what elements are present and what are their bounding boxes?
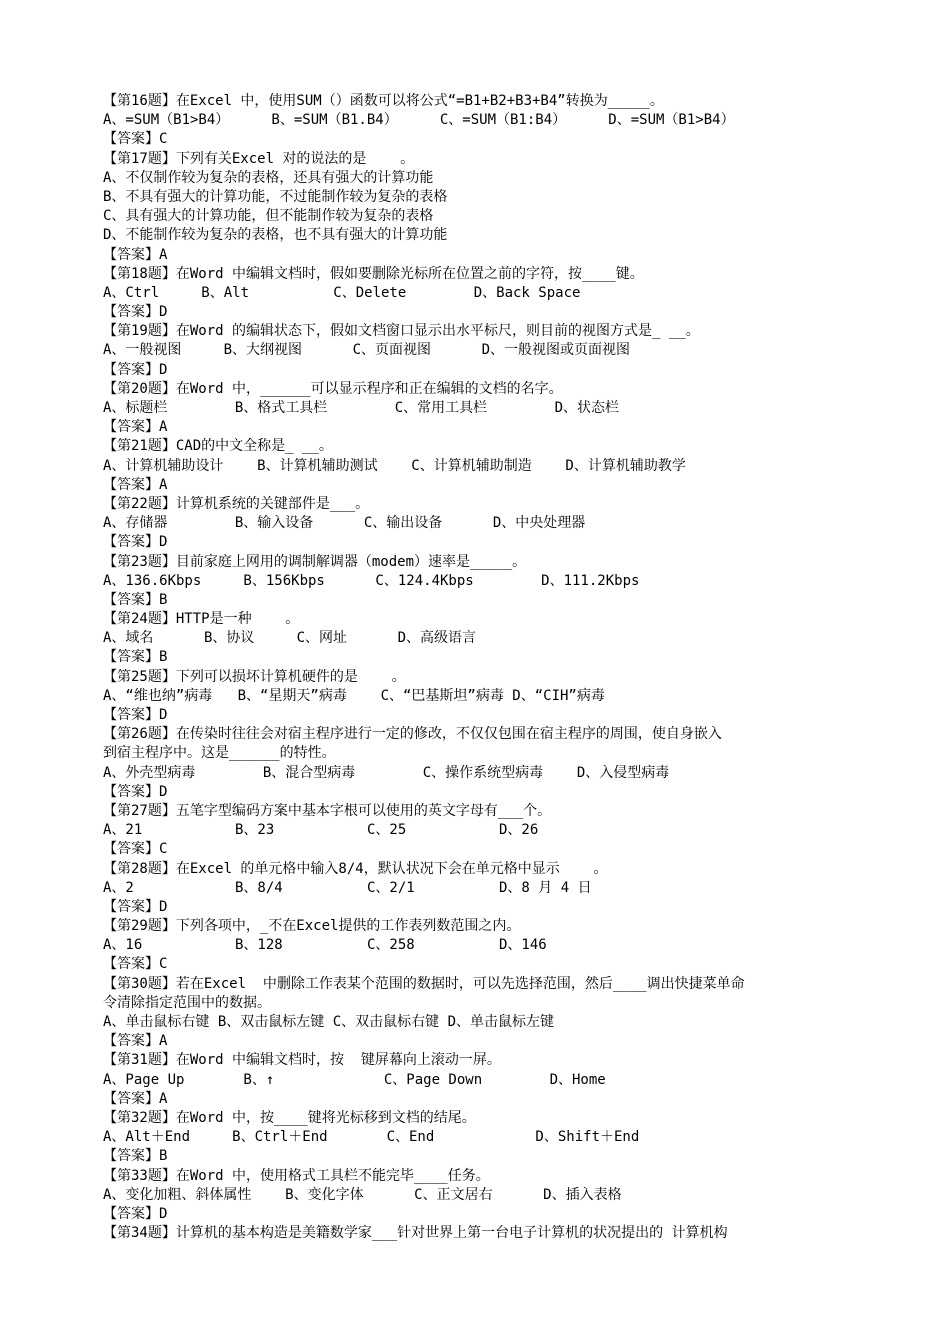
text-line: 【答案】B bbox=[103, 591, 168, 608]
text-line: A、单击鼠标右键 B、双击鼠标左键 C、双击鼠标右键 D、单击鼠标左键 bbox=[103, 1014, 554, 1030]
text-line: A、标题栏 B、格式工具栏 C、常用工具栏 D、状态栏 bbox=[103, 400, 620, 416]
text-line: 【第31题】在Word 中编辑文档时，按 键屏幕向上滚动一屏。 bbox=[103, 1052, 501, 1069]
text-line: A、Page Up B、↑ C、Page Down D、Home bbox=[103, 1071, 606, 1088]
text-line: 【第18题】在Word 中编辑文档时，假如要删除光标所在位置之前的字符，按____键。 bbox=[103, 265, 644, 282]
text-line: A、Alt＋End B、Ctrl＋End C、End D、Shift＋End bbox=[103, 1129, 640, 1146]
text-line: A、Ctrl B、Alt C、Delete D、Back Space bbox=[103, 284, 581, 301]
text-line: A、一般视图 B、大纲视图 C、页面视图 D、一般视图或页面视图 bbox=[103, 342, 631, 359]
text-line: 【答案】C bbox=[103, 131, 168, 148]
text-line: 【第25题】下列可以损坏计算机硬件的是 。 bbox=[103, 668, 406, 685]
text-line: 【第16题】在Excel 中，使用SUM（）函数可以将公式“=B1+B2+B3+B4”转换为_____。 bbox=[103, 93, 664, 109]
text-line: 【第30题】若在Excel 中删除工作表某个范围的数据时，可以先选择范围，然后____调出快捷菜单命 bbox=[103, 975, 745, 992]
text-line: 【第28题】在Excel 的单元格中输入8/4，默认状况下会在单元格中显示 。 bbox=[103, 860, 608, 877]
text-line: A、外壳型病毒 B、混合型病毒 C、操作系统型病毒 D、入侵型病毒 bbox=[103, 764, 670, 781]
text-line: 【第23题】目前家庭上网用的调制解调器（modem）速率是_____。 bbox=[103, 553, 527, 570]
text-line: 【答案】B bbox=[103, 649, 168, 666]
document-body bbox=[103, 92, 863, 1243]
text-line: A、存储器 B、输入设备 C、输出设备 D、中央处理器 bbox=[103, 515, 586, 532]
text-line: 【答案】A bbox=[103, 419, 168, 436]
text-line: 【答案】A bbox=[103, 246, 168, 263]
text-line: 【答案】A bbox=[103, 476, 168, 493]
text-line: 【第27题】五笔字型编码方案中基本字根可以使用的英文字母有___个。 bbox=[103, 802, 552, 819]
text-line: A、16 B、128 C、258 D、146 bbox=[103, 937, 547, 954]
text-line: A、=SUM（B1>B4） B、=SUM（B1.B4） C、=SUM（B1:B4） D、=SUM（B1>B4） bbox=[103, 112, 735, 129]
text-line: 【答案】A bbox=[103, 1033, 168, 1050]
text-line: 【第29题】下列各项中，_不在Excel提供的工作表列数范围之内。 bbox=[103, 918, 521, 935]
text-line: 【答案】C bbox=[103, 841, 168, 858]
text-line: 【答案】A bbox=[103, 1090, 168, 1107]
text-line: 【答案】D bbox=[103, 898, 168, 915]
text-line: A、不仅制作较为复杂的表格，还具有强大的计算功能 bbox=[103, 169, 434, 186]
text-line: 【答案】D bbox=[103, 361, 168, 378]
text-line: 【第24题】HTTP是一种 。 bbox=[103, 611, 300, 628]
text-line: 【答案】D bbox=[103, 1205, 168, 1222]
text-line: C、具有强大的计算功能，但不能制作较为复杂的表格 bbox=[103, 208, 434, 225]
text-line: A、2 B、8/4 C、2/1 D、8 月 4 日 bbox=[103, 879, 592, 896]
text-line: 【第21题】CAD的中文全称是_ __。 bbox=[103, 438, 333, 455]
text-line: D、不能制作较为复杂的表格，也不具有强大的计算功能 bbox=[103, 227, 448, 244]
text-line: 【答案】D bbox=[103, 783, 168, 800]
text-line: A、变化加粗、斜体属性 B、变化字体 C、正文居右 D、插入表格 bbox=[103, 1186, 622, 1203]
text-line: 令清除指定范围中的数据。 bbox=[103, 994, 271, 1011]
text-line: 【答案】B bbox=[103, 1148, 168, 1165]
text-line: 【第33题】在Word 中，使用格式工具栏不能完毕____任务。 bbox=[103, 1167, 490, 1184]
text-line: A、21 B、23 C、25 D、26 bbox=[103, 822, 539, 839]
text-line: 到宿主程序中。这是______的特性。 bbox=[103, 745, 336, 762]
text-line: 【第34题】计算机的基本构造是美籍数学家___针对世界上第一台电子计算机的状况提出的 计算机构 bbox=[103, 1225, 728, 1242]
text-line: B、不具有强大的计算功能，不过能制作较为复杂的表格 bbox=[103, 188, 448, 205]
text-line: A、计算机辅助设计 B、计算机辅助测试 C、计算机辅助制造 D、计算机辅助教学 bbox=[103, 457, 686, 474]
text-line: 【第17题】下列有关Excel 对的说法的是 。 bbox=[103, 150, 415, 167]
text-line: 【第32题】在Word 中，按____键将光标移到文档的结尾。 bbox=[103, 1109, 476, 1126]
text-line: 【第19题】在Word 的编辑状态下，假如文档窗口显示出水平标尺，则目前的视图方式是_ __。 bbox=[103, 323, 700, 340]
text-line: A、域名 B、协议 C、网址 D、高级语言 bbox=[103, 630, 477, 647]
text-line: 【第22题】计算机系统的关键部件是___。 bbox=[103, 495, 370, 512]
text-line: 【答案】D bbox=[103, 707, 168, 723]
text-line: A、136.6Kbps B、156Kbps C、124.4Kbps D、111.2Kbps bbox=[103, 572, 640, 589]
text-line: 【答案】C bbox=[103, 956, 168, 973]
text-line: 【答案】D bbox=[103, 304, 168, 321]
text-line: 【第26题】在传染时往往会对宿主程序进行一定的修改，不仅仅包围在宿主程序的周围，使自身嵌入 bbox=[103, 726, 722, 743]
text-line: 【第20题】在Word 中，______可以显示程序和正在编辑的文档的名字。 bbox=[103, 380, 563, 397]
text-line: A、“维也纳”病毒 B、“星期天”病毒 C、“巴基斯坦”病毒 D、“CIH”病毒 bbox=[103, 687, 605, 704]
text-line: 【答案】D bbox=[103, 534, 168, 551]
